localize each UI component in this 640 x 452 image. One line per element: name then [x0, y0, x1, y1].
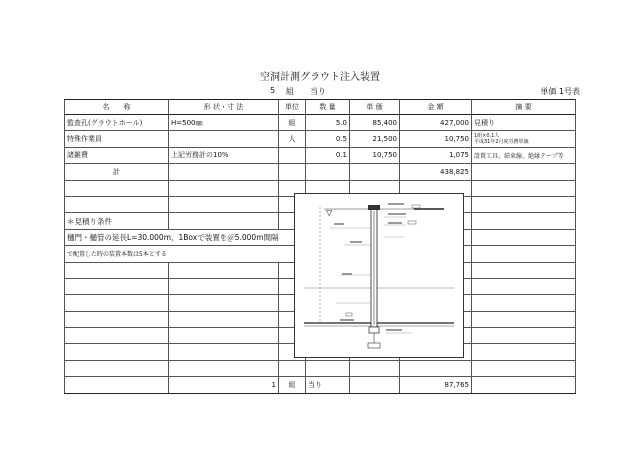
cell-qty: 0.1: [306, 147, 350, 163]
header-spec: 形 状・寸 法: [169, 100, 279, 115]
blank-row: [65, 360, 576, 376]
footer-unit: 組: [279, 377, 306, 393]
cell-qty: 0.5: [306, 131, 350, 147]
cell-name: 特殊作業員: [65, 131, 169, 147]
header-price: 単 価: [350, 100, 400, 115]
cell-remark: 設置工具、結束線、絶縁テープ等: [472, 147, 576, 163]
cell-spec: [169, 131, 279, 147]
remark-line: 1組×0.1人: [474, 133, 500, 140]
header-unit: 単位: [279, 100, 306, 115]
cell-unit: [279, 147, 306, 163]
cell-remark: [472, 131, 576, 147]
subtotal-row: [65, 164, 576, 180]
installation-drawing: [294, 193, 464, 358]
table-row: [65, 131, 576, 147]
subtitle-qty: 5: [270, 86, 276, 95]
table-row: [65, 147, 576, 163]
header-name: 名 称: [65, 100, 169, 115]
subtitle-per: 当り: [310, 87, 326, 96]
conditions-heading: ＊見積り条件: [65, 213, 169, 229]
unit-price-label: 単価 1号表: [540, 87, 580, 96]
header-remark: 摘 要: [472, 100, 576, 115]
cell-price: 21,500: [350, 131, 400, 147]
cell-amount: 10,750: [400, 131, 472, 147]
footer-qty: 1: [169, 377, 279, 393]
footer-amount: 87,765: [400, 377, 472, 393]
cell-remark: 見積り: [472, 115, 576, 131]
water-level-marker: ▽: [326, 208, 333, 217]
cell-amount: 1,075: [400, 147, 472, 163]
subtotal-label: 計: [65, 164, 169, 180]
section-diagram: [294, 193, 464, 358]
remark-line: 平成31年2月度労務単価: [474, 139, 529, 146]
cell-name: 監査孔(グラウトホール): [65, 115, 169, 131]
cell-unit: 組: [279, 115, 306, 131]
subtitle-unit: 組: [286, 87, 294, 96]
cell-price: 10,750: [350, 147, 400, 163]
cell-spec: H=500㎜: [169, 115, 279, 131]
subtotal-amount: 438,825: [400, 164, 472, 180]
conditions-line1: 樋門・樋管の延長L=30.000m、1Boxで装置を＠5.000m間隔: [65, 229, 306, 245]
cell-price: 85,400: [350, 115, 400, 131]
cell-qty: 5.0: [306, 115, 350, 131]
footer-per: 当り: [306, 377, 350, 393]
cell-unit: 人: [279, 131, 306, 147]
conditions-line2: で配置した時の装置本数は5本とする: [65, 246, 306, 262]
cell-spec: 上記労務計の10%: [169, 147, 279, 163]
table-row: [65, 115, 576, 131]
cell-name: 諸雑費: [65, 147, 169, 163]
table-header-row: [65, 100, 576, 115]
footer-row: [65, 377, 576, 393]
document-title: 空洞計測グラウト注入装置: [260, 72, 380, 83]
header-amount: 金 額: [400, 100, 472, 115]
header-qty: 数 量: [306, 100, 350, 115]
cell-amount: 427,000: [400, 115, 472, 131]
